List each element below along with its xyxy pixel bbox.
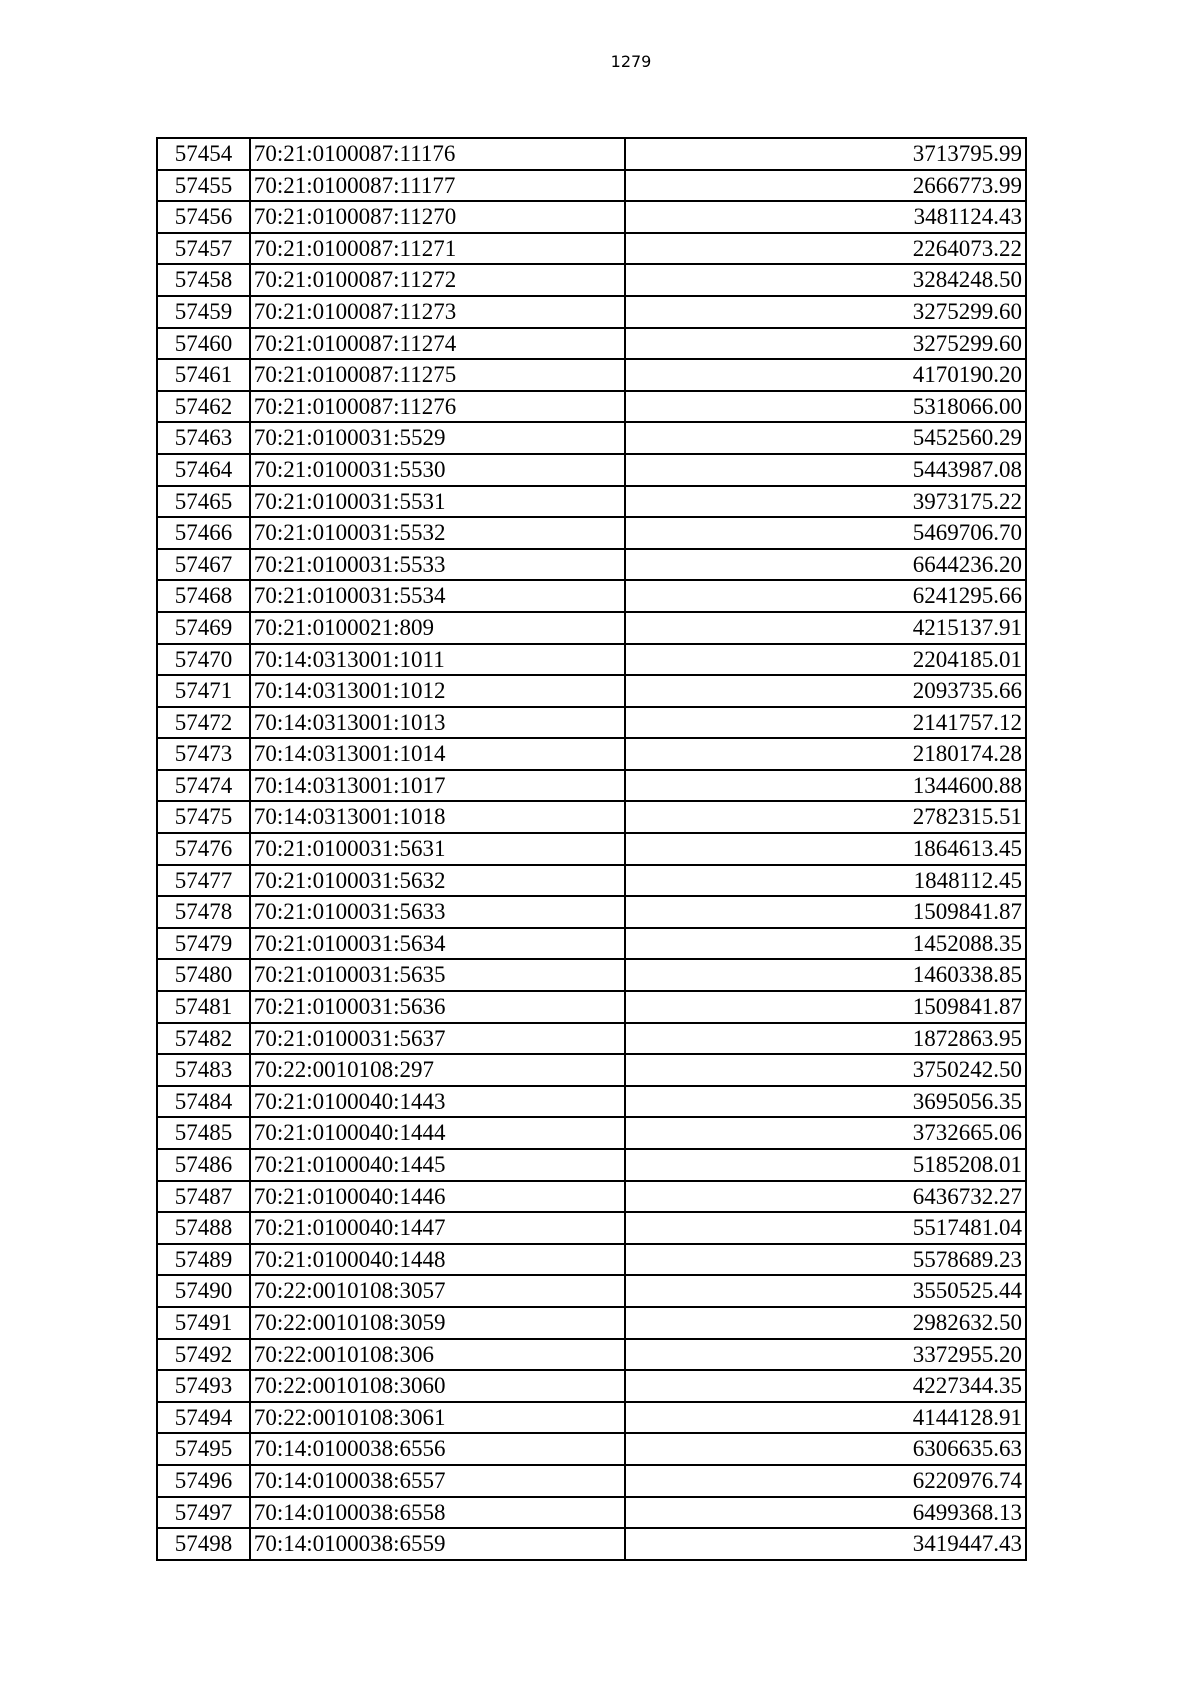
- row-number-cell: 57462: [157, 391, 250, 423]
- cadastral-value-cell: 2982632.50: [625, 1307, 1026, 1339]
- row-number-cell: 57489: [157, 1244, 250, 1276]
- table-row: [157, 1023, 1026, 1055]
- row-number-cell: 57473: [157, 738, 250, 770]
- cadastral-value-cell: 6241295.66: [625, 580, 1026, 612]
- cadastral-value-cell: 2264073.22: [625, 233, 1026, 265]
- table-row: [157, 422, 1026, 454]
- cadastral-value-cell: 3750242.50: [625, 1054, 1026, 1086]
- cadastral-number-cell: 70:21:0100040:1444: [250, 1117, 625, 1149]
- cadastral-value-cell: 6644236.20: [625, 549, 1026, 581]
- cadastral-number-cell: 70:14:0313001:1017: [250, 770, 625, 802]
- cadastral-number-cell: 70:21:0100031:5635: [250, 959, 625, 991]
- cadastral-number-cell: 70:21:0100031:5636: [250, 991, 625, 1023]
- cadastral-number-cell: 70:14:0313001:1013: [250, 707, 625, 739]
- cadastral-value-cell: 1509841.87: [625, 896, 1026, 928]
- cadastral-number-cell: 70:21:0100040:1445: [250, 1149, 625, 1181]
- table-row: [157, 770, 1026, 802]
- table-row: [157, 233, 1026, 265]
- cadastral-value-cell: 6306635.63: [625, 1433, 1026, 1465]
- row-number-cell: 57494: [157, 1402, 250, 1434]
- table-row: [157, 1528, 1026, 1560]
- cadastral-number-cell: 70:21:0100087:11273: [250, 296, 625, 328]
- cadastral-number-cell: 70:22:0010108:3060: [250, 1370, 625, 1402]
- page-number: 1279: [610, 52, 652, 71]
- table-row: [157, 738, 1026, 770]
- cadastral-number-cell: 70:14:0313001:1012: [250, 675, 625, 707]
- row-number-cell: 57464: [157, 454, 250, 486]
- row-number-cell: 57466: [157, 517, 250, 549]
- cadastral-value-cell: 3284248.50: [625, 264, 1026, 296]
- row-number-cell: 57465: [157, 486, 250, 518]
- table-row: [157, 1275, 1026, 1307]
- row-number-cell: 57496: [157, 1465, 250, 1497]
- cadastral-value-table: [156, 137, 1027, 1561]
- row-number-cell: 57467: [157, 549, 250, 581]
- cadastral-value-cell: 2666773.99: [625, 170, 1026, 202]
- table-row: [157, 1212, 1026, 1244]
- table-row: [157, 296, 1026, 328]
- table-row: [157, 707, 1026, 739]
- cadastral-number-cell: 70:21:0100040:1447: [250, 1212, 625, 1244]
- row-number-cell: 57471: [157, 675, 250, 707]
- cadastral-number-cell: 70:22:0010108:306: [250, 1339, 625, 1371]
- table-row: [157, 1339, 1026, 1371]
- cadastral-number-cell: 70:21:0100031:5534: [250, 580, 625, 612]
- table-row: [157, 1149, 1026, 1181]
- cadastral-value-cell: 3550525.44: [625, 1275, 1026, 1307]
- cadastral-value-cell: 6436732.27: [625, 1181, 1026, 1213]
- cadastral-number-cell: 70:21:0100031:5633: [250, 896, 625, 928]
- cadastral-number-cell: 70:21:0100087:11176: [250, 138, 625, 170]
- cadastral-value-cell: 1452088.35: [625, 928, 1026, 960]
- cadastral-value-cell: 5443987.08: [625, 454, 1026, 486]
- cadastral-number-cell: 70:21:0100087:11276: [250, 391, 625, 423]
- table-row: [157, 1465, 1026, 1497]
- row-number-cell: 57490: [157, 1275, 250, 1307]
- cadastral-number-cell: 70:14:0100038:6558: [250, 1497, 625, 1529]
- cadastral-number-cell: 70:21:0100040:1446: [250, 1181, 625, 1213]
- row-number-cell: 57455: [157, 170, 250, 202]
- cadastral-number-cell: 70:21:0100031:5531: [250, 486, 625, 518]
- cadastral-value-cell: 4170190.20: [625, 359, 1026, 391]
- cadastral-number-cell: 70:21:0100031:5637: [250, 1023, 625, 1055]
- table-row: [157, 1181, 1026, 1213]
- table-row: [157, 264, 1026, 296]
- cadastral-value-cell: 4144128.91: [625, 1402, 1026, 1434]
- cadastral-value-cell: 5517481.04: [625, 1212, 1026, 1244]
- table-row: [157, 1117, 1026, 1149]
- table-row: [157, 517, 1026, 549]
- cadastral-number-cell: 70:21:0100031:5530: [250, 454, 625, 486]
- row-number-cell: 57481: [157, 991, 250, 1023]
- row-number-cell: 57486: [157, 1149, 250, 1181]
- row-number-cell: 57487: [157, 1181, 250, 1213]
- cadastral-value-cell: 1848112.45: [625, 865, 1026, 897]
- cadastral-value-cell: 6499368.13: [625, 1497, 1026, 1529]
- table-row: [157, 1086, 1026, 1118]
- table-row: [157, 833, 1026, 865]
- table-row: [157, 391, 1026, 423]
- row-number-cell: 57457: [157, 233, 250, 265]
- cadastral-value-cell: 3419447.43: [625, 1528, 1026, 1560]
- cadastral-number-cell: 70:21:0100031:5533: [250, 549, 625, 581]
- table-row: [157, 359, 1026, 391]
- row-number-cell: 57497: [157, 1497, 250, 1529]
- table-row: [157, 486, 1026, 518]
- row-number-cell: 57485: [157, 1117, 250, 1149]
- cadastral-value-cell: 3695056.35: [625, 1086, 1026, 1118]
- row-number-cell: 57474: [157, 770, 250, 802]
- cadastral-number-cell: 70:21:0100087:11272: [250, 264, 625, 296]
- table-row: [157, 201, 1026, 233]
- cadastral-value-cell: 3481124.43: [625, 201, 1026, 233]
- cadastral-number-cell: 70:14:0100038:6556: [250, 1433, 625, 1465]
- cadastral-number-cell: 70:21:0100087:11275: [250, 359, 625, 391]
- row-number-cell: 57454: [157, 138, 250, 170]
- cadastral-number-cell: 70:21:0100087:11274: [250, 328, 625, 360]
- row-number-cell: 57482: [157, 1023, 250, 1055]
- cadastral-value-cell: 3275299.60: [625, 296, 1026, 328]
- cadastral-number-cell: 70:21:0100031:5631: [250, 833, 625, 865]
- table-body: [157, 138, 1026, 1560]
- row-number-cell: 57479: [157, 928, 250, 960]
- cadastral-value-cell: 6220976.74: [625, 1465, 1026, 1497]
- row-number-cell: 57498: [157, 1528, 250, 1560]
- row-number-cell: 57459: [157, 296, 250, 328]
- cadastral-number-cell: 70:21:0100031:5634: [250, 928, 625, 960]
- cadastral-value-cell: 4227344.35: [625, 1370, 1026, 1402]
- cadastral-value-cell: 3973175.22: [625, 486, 1026, 518]
- row-number-cell: 57483: [157, 1054, 250, 1086]
- cadastral-number-cell: 70:22:0010108:297: [250, 1054, 625, 1086]
- table-row: [157, 1370, 1026, 1402]
- cadastral-value-cell: 1509841.87: [625, 991, 1026, 1023]
- cadastral-number-cell: 70:21:0100031:5632: [250, 865, 625, 897]
- cadastral-number-cell: 70:22:0010108:3059: [250, 1307, 625, 1339]
- table-row: [157, 991, 1026, 1023]
- table-row: [157, 580, 1026, 612]
- table-row: [157, 1497, 1026, 1529]
- row-number-cell: 57477: [157, 865, 250, 897]
- cadastral-number-cell: 70:21:0100087:11177: [250, 170, 625, 202]
- table-row: [157, 801, 1026, 833]
- cadastral-value-cell: 1460338.85: [625, 959, 1026, 991]
- cadastral-number-cell: 70:14:0313001:1011: [250, 644, 625, 676]
- cadastral-value-cell: 3275299.60: [625, 328, 1026, 360]
- table-row: [157, 549, 1026, 581]
- table-row: [157, 328, 1026, 360]
- cadastral-value-cell: 3372955.20: [625, 1339, 1026, 1371]
- cadastral-value-cell: 2782315.51: [625, 801, 1026, 833]
- row-number-cell: 57495: [157, 1433, 250, 1465]
- cadastral-value-cell: 5469706.70: [625, 517, 1026, 549]
- table-row: [157, 1307, 1026, 1339]
- table-row: [157, 644, 1026, 676]
- cadastral-number-cell: 70:22:0010108:3057: [250, 1275, 625, 1307]
- cadastral-number-cell: 70:22:0010108:3061: [250, 1402, 625, 1434]
- table-row: [157, 1244, 1026, 1276]
- cadastral-value-cell: 5578689.23: [625, 1244, 1026, 1276]
- table-row: [157, 612, 1026, 644]
- cadastral-number-cell: 70:21:0100040:1448: [250, 1244, 625, 1276]
- cadastral-number-cell: 70:14:0313001:1018: [250, 801, 625, 833]
- row-number-cell: 57461: [157, 359, 250, 391]
- cadastral-number-cell: 70:21:0100031:5529: [250, 422, 625, 454]
- table-row: [157, 865, 1026, 897]
- table-row: [157, 675, 1026, 707]
- row-number-cell: 57458: [157, 264, 250, 296]
- cadastral-value-cell: 4215137.91: [625, 612, 1026, 644]
- row-number-cell: 57456: [157, 201, 250, 233]
- cadastral-value-cell: 1344600.88: [625, 770, 1026, 802]
- cadastral-value-cell: 1872863.95: [625, 1023, 1026, 1055]
- cadastral-value-cell: 5452560.29: [625, 422, 1026, 454]
- cadastral-value-cell: 2180174.28: [625, 738, 1026, 770]
- row-number-cell: 57460: [157, 328, 250, 360]
- cadastral-value-cell: 3713795.99: [625, 138, 1026, 170]
- row-number-cell: 57463: [157, 422, 250, 454]
- table-row: [157, 454, 1026, 486]
- cadastral-number-cell: 70:21:0100031:5532: [250, 517, 625, 549]
- cadastral-number-cell: 70:14:0100038:6559: [250, 1528, 625, 1560]
- cadastral-value-cell: 1864613.45: [625, 833, 1026, 865]
- row-number-cell: 57476: [157, 833, 250, 865]
- row-number-cell: 57470: [157, 644, 250, 676]
- table-row: [157, 928, 1026, 960]
- table-row: [157, 138, 1026, 170]
- row-number-cell: 57468: [157, 580, 250, 612]
- table-row: [157, 959, 1026, 991]
- row-number-cell: 57492: [157, 1339, 250, 1371]
- cadastral-value-cell: 2093735.66: [625, 675, 1026, 707]
- row-number-cell: 57491: [157, 1307, 250, 1339]
- row-number-cell: 57488: [157, 1212, 250, 1244]
- cadastral-value-cell: 5185208.01: [625, 1149, 1026, 1181]
- cadastral-value-cell: 2141757.12: [625, 707, 1026, 739]
- cadastral-number-cell: 70:14:0313001:1014: [250, 738, 625, 770]
- cadastral-value-cell: 5318066.00: [625, 391, 1026, 423]
- row-number-cell: 57480: [157, 959, 250, 991]
- table-row: [157, 1402, 1026, 1434]
- cadastral-number-cell: 70:21:0100040:1443: [250, 1086, 625, 1118]
- row-number-cell: 57478: [157, 896, 250, 928]
- row-number-cell: 57493: [157, 1370, 250, 1402]
- table-row: [157, 1433, 1026, 1465]
- cadastral-number-cell: 70:14:0100038:6557: [250, 1465, 625, 1497]
- row-number-cell: 57469: [157, 612, 250, 644]
- cadastral-value-cell: 3732665.06: [625, 1117, 1026, 1149]
- cadastral-number-cell: 70:21:0100021:809: [250, 612, 625, 644]
- table-row: [157, 1054, 1026, 1086]
- table-row: [157, 170, 1026, 202]
- cadastral-value-cell: 2204185.01: [625, 644, 1026, 676]
- cadastral-number-cell: 70:21:0100087:11270: [250, 201, 625, 233]
- table-row: [157, 896, 1026, 928]
- row-number-cell: 57475: [157, 801, 250, 833]
- cadastral-number-cell: 70:21:0100087:11271: [250, 233, 625, 265]
- row-number-cell: 57472: [157, 707, 250, 739]
- row-number-cell: 57484: [157, 1086, 250, 1118]
